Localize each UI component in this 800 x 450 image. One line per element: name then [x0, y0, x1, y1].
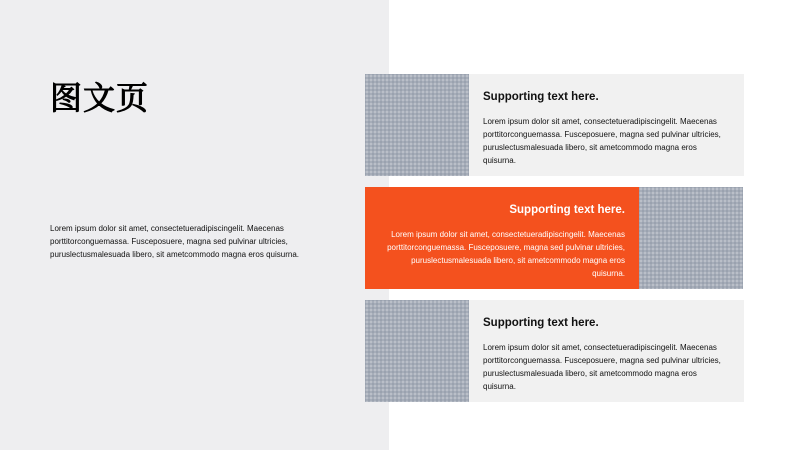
card-1-heading: Supporting text here.: [483, 91, 599, 103]
card-2: [365, 187, 744, 289]
image-placeholder-3: [365, 300, 469, 402]
card-2-heading: Supporting text here.: [509, 204, 625, 216]
card-1: [365, 74, 744, 176]
card-2-text-block: [365, 187, 639, 289]
card-1-text-block: [469, 74, 744, 176]
card-3-text-block: [469, 300, 744, 402]
card-3-body: Lorem ipsum dolor sit amet, consectetueradipiscingelit. Maecenas porttitorconguemassa. Fusceposuere, magna sed pulvinar ultricies, puruslectusmalesuada libero, sit ametcommodo magna eros quisurna.: [483, 343, 721, 391]
card-3-heading: Supporting text here.: [483, 317, 599, 329]
page-title: 图文页: [50, 79, 150, 117]
image-placeholder-1: [365, 74, 469, 176]
card-2-body: Lorem ipsum dolor sit amet, consectetueradipiscingelit. Maecenas porttitorconguemassa. Fusceposuere, magna sed pulvinar ultricies, puruslectusmalesuada libero, sit ametcommodo magna eros quisurna.: [387, 230, 625, 278]
image-placeholder-2: [639, 187, 743, 289]
intro-text: Lorem ipsum dolor sit amet, consectetueradipiscingelit. Maecenas porttitorconguemassa. Fusceposuere, magna sed pulvinar ultricies, puruslectusmalesuada libero, sit ametcommodo magna eros quisurna.: [50, 224, 300, 259]
card-3: [365, 300, 744, 402]
card-1-body: Lorem ipsum dolor sit amet, consectetueradipiscingelit. Maecenas porttitorconguemassa. Fusceposuere, magna sed pulvinar ultricies, puruslectusmalesuada libero, sit ametcommodo magna eros quisurna.: [483, 117, 721, 165]
